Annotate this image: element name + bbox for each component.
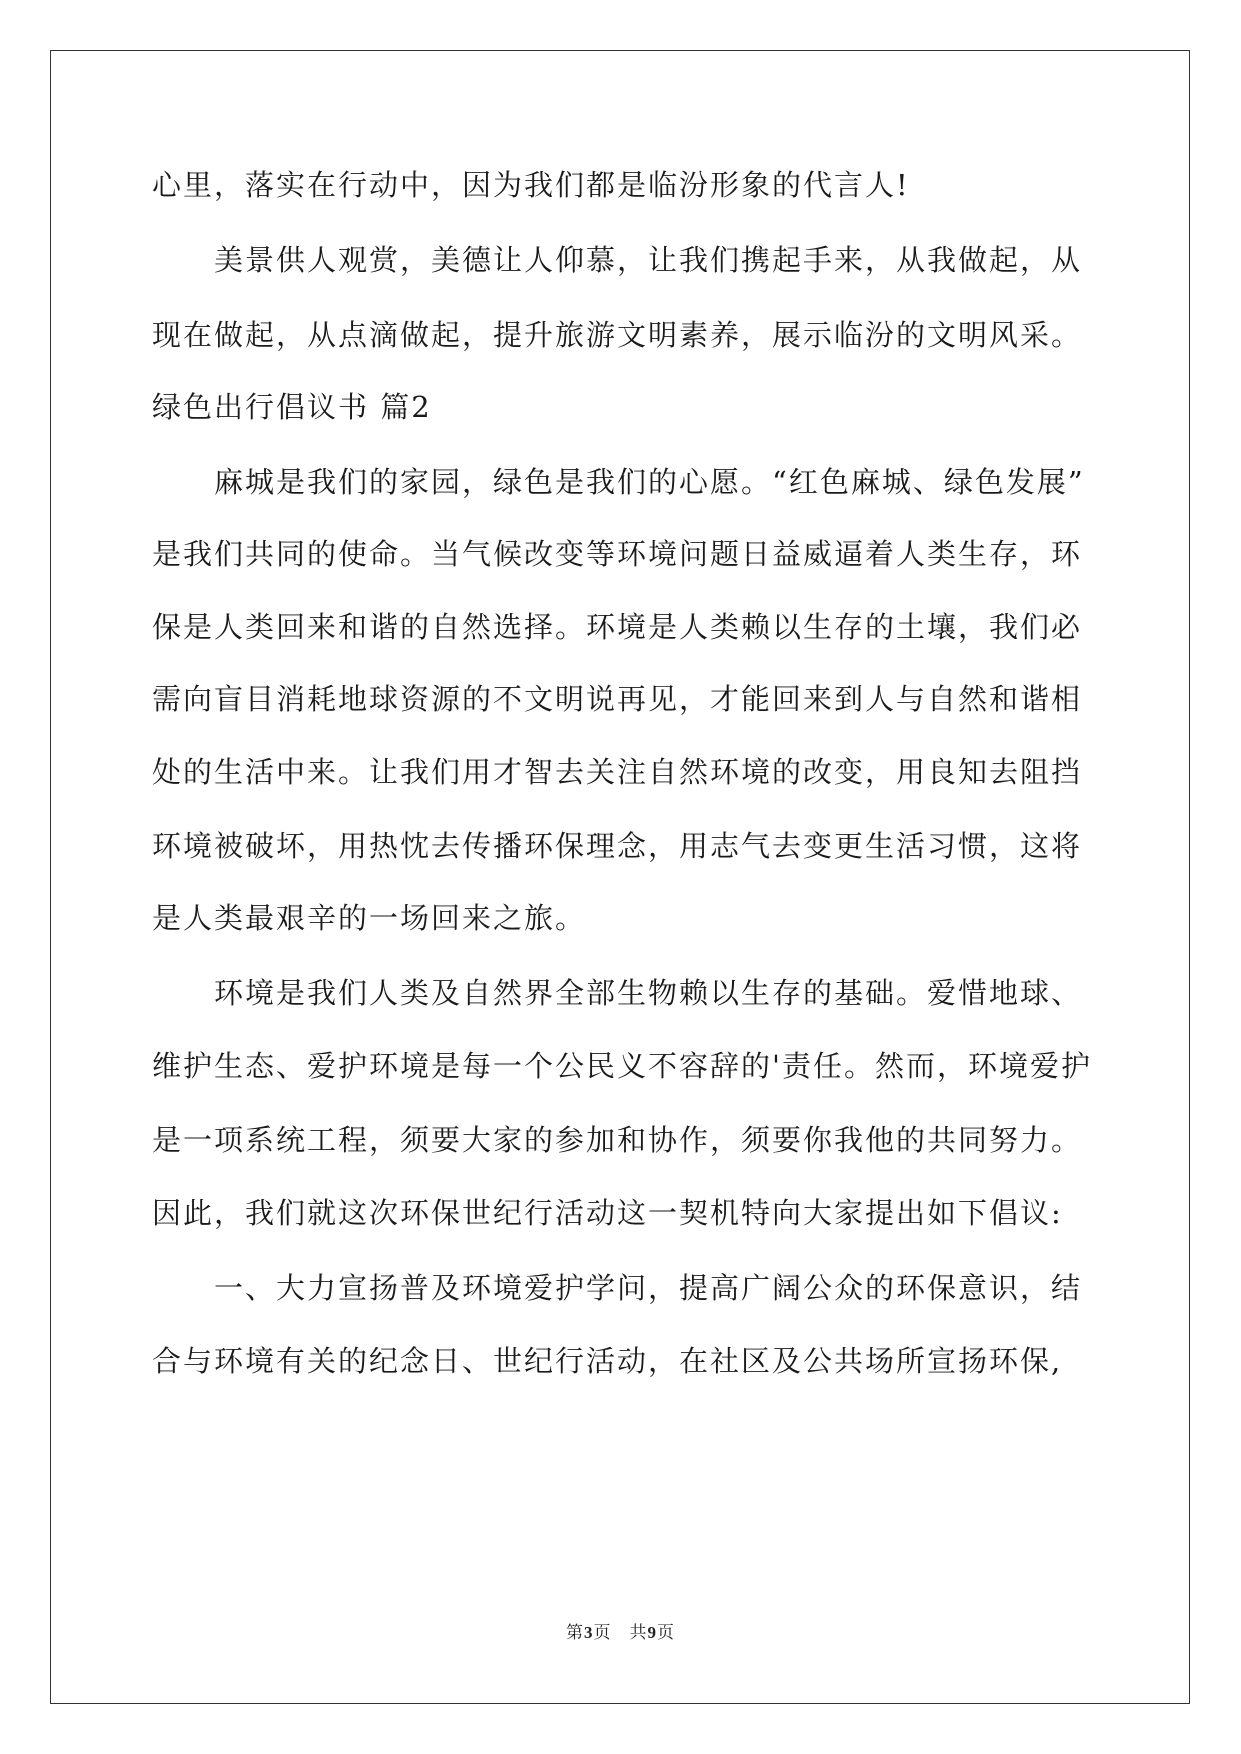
text-line: 处的生活中来。让我们用才智去关注自然环境的改变，用良知去阻挡 (152, 755, 1083, 789)
total-pages-number: 9 (647, 1623, 657, 1642)
text-line: 维护生态、爱护环境是每一个公民义不容辞的'责任。然而，环境爱护 (152, 1049, 1092, 1083)
text-line: 美景供人观赏，美德让人仰慕，让我们携起手来，从我做起，从 (214, 243, 1083, 277)
page-footer (0, 1618, 1241, 1643)
current-page-number: 3 (584, 1623, 594, 1642)
text-line: 合与环境有关的纪念日、世纪行活动，在社区及公共场所宣扬环保, (152, 1344, 1063, 1378)
text-line: 需向盲目消耗地球资源的不文明说再见，才能回来到人与自然和谐相 (152, 682, 1083, 716)
text-line: 麻城是我们的家园，绿色是我们的心愿。“红色麻城、绿色发展” (214, 465, 1085, 499)
text-line: 因此，我们就这次环保世纪行活动这一契机特向大家提出如下倡议: (152, 1196, 1063, 1230)
page-border (50, 50, 1190, 1704)
text-line: 环境被破坏，用热忱去传播环保理念，用志气去变更生活习惯，这将 (152, 829, 1083, 863)
text-line: 是我们共同的使命。当气候改变等环境问题日益威逼着人类生存，环 (152, 537, 1083, 571)
text-line: 保是人类回来和谐的自然选择。环境是人类赖以生存的土壤，我们必 (152, 610, 1083, 644)
text-line: 是一项系统工程，须要大家的参加和协作，须要你我他的共同努力。 (152, 1123, 1083, 1157)
text-line: 环境是我们人类及自然界全部生物赖以生存的基础。爱惜地球、 (214, 976, 1083, 1010)
text-line: 是人类最艰辛的一场回来之旅。 (152, 901, 587, 935)
section-heading: 绿色出行倡议书 篇2 (152, 390, 432, 424)
footer-suffix: 页 (657, 1623, 675, 1643)
text-line: 心里，落实在行动中，因为我们都是临汾形象的代言人! (152, 168, 910, 202)
footer-prefix: 第 (566, 1623, 584, 1643)
text-line: 一、大力宣扬普及环境爱护学问，提高广阔公众的环保意识，结 (214, 1271, 1083, 1305)
footer-middle: 页 共 (593, 1623, 648, 1643)
text-line: 现在做起，从点滴做起，提升旅游文明素养，展示临汾的文明风采。 (152, 318, 1083, 352)
